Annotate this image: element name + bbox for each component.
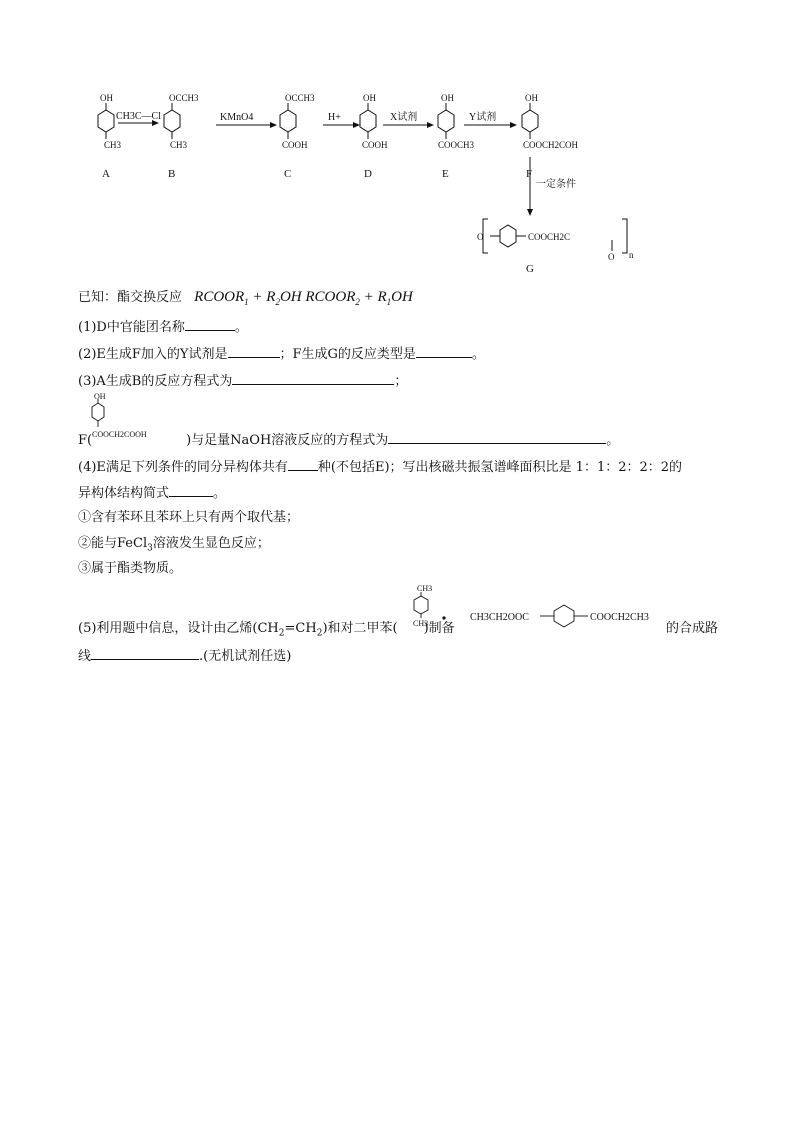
product-left-group: CH3CH2OOC: [470, 612, 529, 623]
known-prefix: 已知：酯交换反应: [78, 290, 183, 305]
label-d: D: [364, 168, 372, 180]
reagent-acetyl-chloride: CH3C—Cl: [116, 111, 162, 122]
diethyl-terephthalate-structure: [470, 596, 670, 636]
b-ester: OCCH3: [169, 93, 199, 103]
question-5-tail: 的合成路: [666, 621, 719, 636]
label-f: F: [526, 168, 533, 180]
answer-blank[interactable]: [388, 430, 606, 444]
question-1: (1)D中官能团名称 。: [78, 317, 248, 337]
g-o: O: [477, 232, 484, 242]
c-ester: OCCH3: [285, 93, 315, 103]
reagent-kmno4: KMnO4: [220, 112, 254, 123]
g-carbonyl-o: O: [608, 252, 615, 262]
product-right-group: COOCH2CH3: [590, 612, 649, 623]
a-oh: OH: [100, 93, 113, 103]
question-4-line2: 异构体结构简式 。: [78, 483, 226, 503]
question-3: (3)A生成B的反应方程式为 ；: [78, 371, 407, 391]
b-ch3: CH3: [170, 140, 188, 150]
answer-blank[interactable]: [232, 371, 394, 385]
condition-2: ②能与FeCl$_3$溶液发生显色反应；: [78, 536, 270, 554]
label-c: C: [284, 168, 292, 180]
reagent-x: X试剂: [390, 112, 418, 123]
f-chain: COOCH2COH: [523, 140, 579, 150]
answer-blank[interactable]: [91, 646, 199, 660]
reagent-acid: H+: [328, 112, 341, 123]
xylene-ch3-top: CH3: [417, 584, 433, 593]
answer-blank[interactable]: [288, 457, 318, 471]
xylene-ch3-bottom: CH3: [413, 619, 429, 628]
c-cooh: COOH: [282, 140, 308, 150]
f-small-chain: COOCH2COOH: [92, 430, 147, 439]
condition-1: ①含有苯环且苯环上只有两个取代基；: [78, 510, 300, 525]
question-2: (2)E生成F加入的Y试剂是 ；F生成G的反应类型是 。: [78, 344, 485, 364]
reagent-condition: 一定条件: [536, 179, 576, 190]
f-small-oh: OH: [94, 393, 106, 401]
label-e: E: [442, 168, 449, 180]
answer-blank[interactable]: [185, 317, 235, 331]
label-a: A: [102, 168, 110, 180]
a-ch3: CH3: [104, 140, 122, 150]
condition-3: ③属于酯类物质。: [78, 561, 183, 576]
f-oh: OH: [525, 93, 538, 103]
g-chain: COOCH2C: [528, 232, 571, 242]
answer-blank[interactable]: [169, 483, 213, 497]
question-5: (5)利用题中信息，设计由乙烯$(CH_2=CH_2)$和对二甲苯( )制备: [78, 621, 455, 639]
reagent-y: Y试剂: [469, 112, 497, 123]
question-4: (4)E满足下列条件的同分异构体共有 种(不包括E)；写出核磁共振氢谱峰面积比是 1：1：2：2：2的: [78, 457, 682, 477]
label-b: B: [168, 168, 176, 180]
question-5-line2: 线 .(无机试剂任选): [78, 646, 291, 666]
transesterification-equation: $RCOOR_1 + R_2OH$ $RCOOR_2 + R_1OH$: [194, 289, 413, 307]
g-n: n: [629, 250, 634, 260]
e-cooch3: COOCH3: [438, 140, 475, 150]
e-oh: OH: [441, 93, 454, 103]
question-3-f-naoh: F( )与足量NaOH溶液反应的方程式为 。: [78, 430, 619, 450]
answer-blank[interactable]: [416, 344, 472, 358]
label-g: G: [526, 263, 534, 275]
d-cooh: COOH: [362, 140, 388, 150]
d-oh: OH: [363, 93, 376, 103]
known-info: [78, 288, 413, 311]
reaction-scheme: [70, 85, 670, 280]
answer-blank[interactable]: [228, 344, 280, 358]
